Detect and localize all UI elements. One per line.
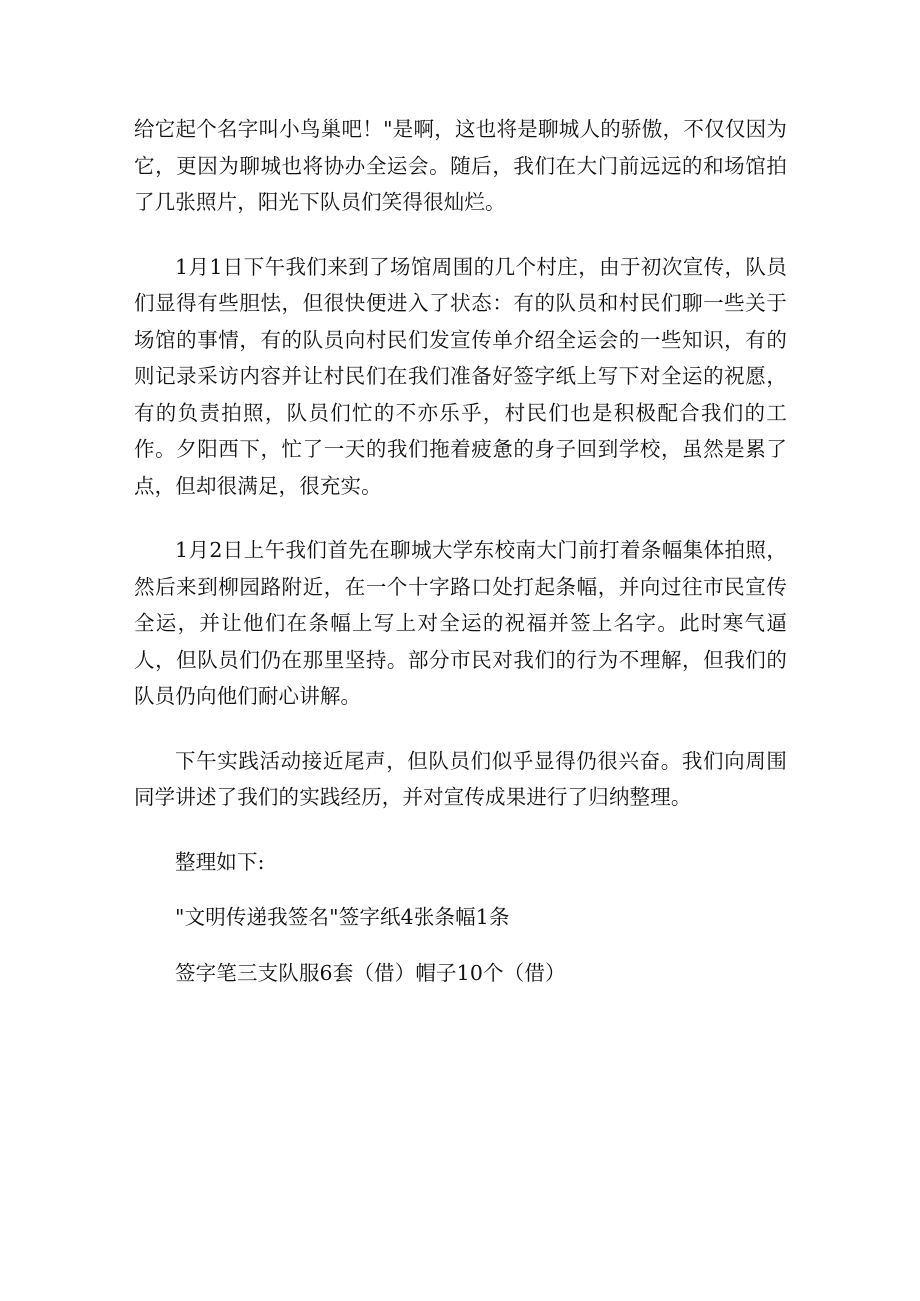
paragraph-continuation: 给它起个名字叫小鸟巢吧！"是啊，这也将是聊城人的骄傲，不仅仅因为它，更因为聊城也将协办全运会。随后，我们在大门前远远的和场馆拍了几张照片，阳光下队员们笑得很灿烂。 [134,117,787,214]
paragraph-jan-1: 1月1日下午我们来到了场馆周围的几个村庄，由于初次宣传，队员们显得有些胆怯，但很快便进入了状态：有的队员和村民们聊一些关于场馆的事情，有的队员向村民们发宣传单介绍全运会的一些知识，有的则记录采访内容并让村民们在我们准备好签字纸上写下对全运的祝愿，有的负责拍照，队员们忙的不亦乐乎，村民们也是积极配合我们的工作。夕阳西下，忙了一天的我们拖着疲惫的身子回到学校，虽然是累了点，但却很满足，很充实。 [134,254,787,498]
summary-item-supplies: 签字笔三支队服6套（借）帽子10个（借） [175,960,566,985]
paragraph-afternoon: 下午实践活动接近尾声，但队员们似乎显得仍很兴奋。我们向周围同学讲述了我们的实践经历，并对宣传成果进行了归纳整理。 [134,748,787,809]
document-body [134,111,787,1019]
summary-heading: 整理如下: [175,849,265,874]
summary-item-signature-paper: "文明传递我签名"签字纸4张条幅1条 [175,905,510,929]
paragraph-jan-2: 1月2日上午我们首先在聊城大学东校南大门前打着条幅集体拍照，然后来到柳园路附近，在一个十字路口处打起条幅，并向过往市民宣传全运，并让他们在条幅上写上对全运的祝福并签上名字。此时寒气逼人，但队员们仍在那里坚持。部分市民对我们的行为不理解，但我们的队员仍向他们耐心讲解。 [134,538,787,708]
